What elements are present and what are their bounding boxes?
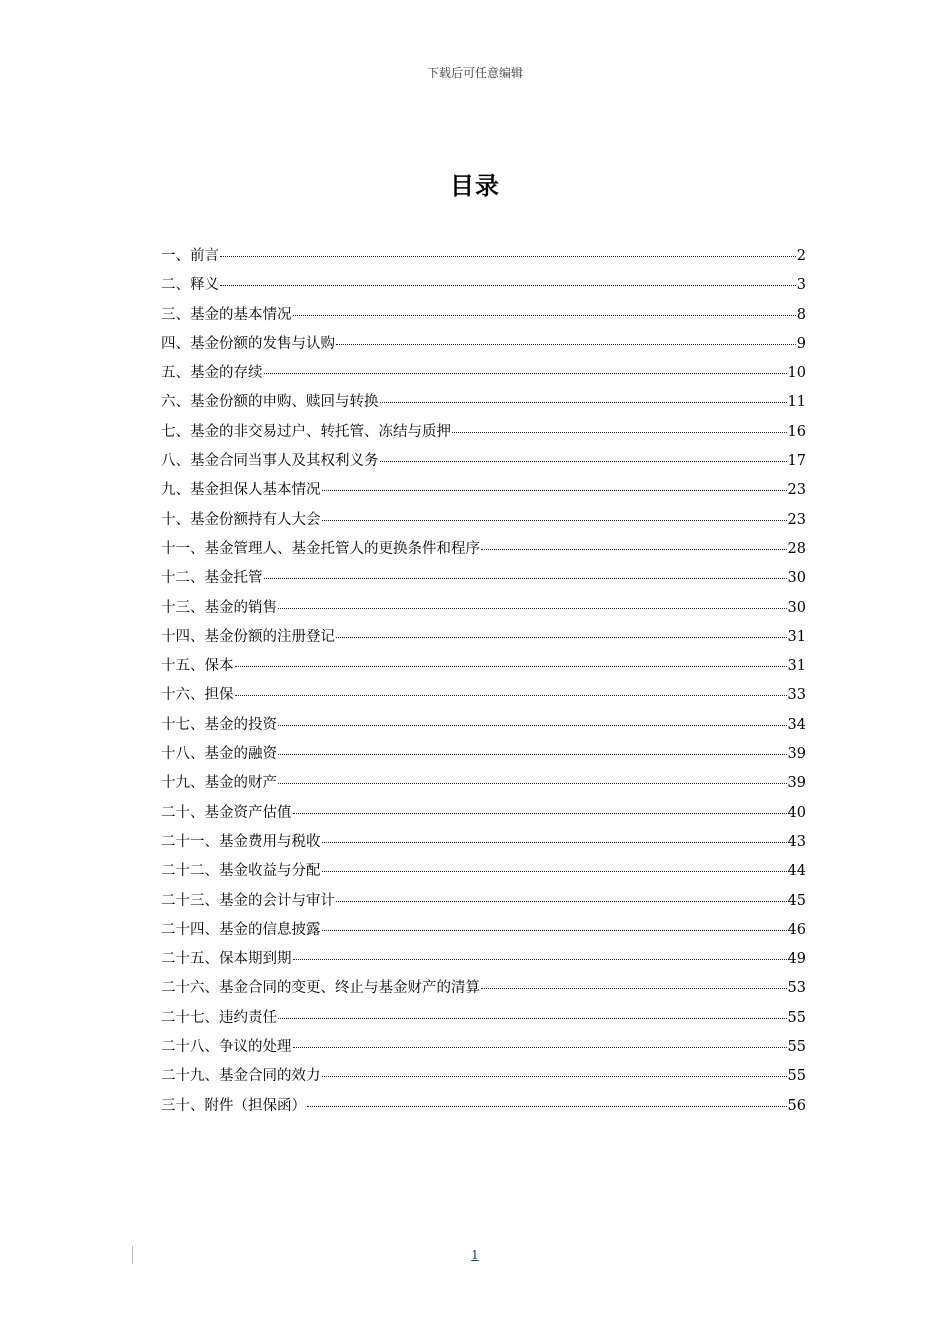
page-header: 下载后可任意编辑 — [426, 66, 523, 80]
toc-entry-page: 11 — [787, 394, 806, 411]
toc-dot-leader — [293, 959, 787, 960]
toc-entry[interactable] — [161, 859, 806, 888]
toc-entry-label: 三十、附件（担保函） — [161, 1097, 306, 1114]
toc-dot-leader — [380, 402, 787, 403]
toc-entry[interactable] — [161, 596, 806, 625]
toc-entry-label: 六、基金份额的申购、赎回与转换 — [161, 394, 379, 411]
toc-entry-page: 16 — [787, 423, 806, 440]
toc-dot-leader — [278, 725, 787, 726]
toc-entry-label: 十七、基金的投资 — [161, 716, 277, 733]
toc-entry[interactable] — [161, 918, 806, 947]
toc-dot-leader — [322, 520, 787, 521]
toc-dot-leader — [380, 461, 787, 462]
toc-dot-leader — [336, 344, 796, 345]
toc-entry-page: 44 — [787, 863, 806, 880]
toc-entry[interactable] — [161, 654, 806, 683]
toc-dot-leader — [293, 315, 796, 316]
toc-dot-leader — [481, 549, 787, 550]
toc-entry-label: 十、基金份额持有人大会 — [161, 511, 321, 528]
toc-entry-page: 34 — [787, 716, 806, 733]
toc-dot-leader — [452, 432, 787, 433]
toc-entry[interactable] — [161, 742, 806, 771]
toc-dot-leader — [235, 695, 787, 696]
toc-entry-label: 二十八、争议的处理 — [161, 1039, 292, 1056]
toc-entry[interactable] — [161, 244, 806, 273]
toc-entry-page: 31 — [787, 658, 806, 675]
toc-entry[interactable] — [161, 361, 806, 390]
toc-entry-label: 十一、基金管理人、基金托管人的更换条件和程序 — [161, 540, 480, 557]
toc-entry[interactable] — [161, 1035, 806, 1064]
toc-entry-page: 55 — [787, 1068, 806, 1085]
toc-entry-page: 31 — [787, 628, 806, 645]
toc-entry-page: 33 — [787, 687, 806, 704]
toc-entry-page: 53 — [787, 980, 806, 997]
toc-entry-label: 十二、基金托管 — [161, 570, 263, 587]
toc-dot-leader — [264, 578, 787, 579]
toc-entry-label: 八、基金合同当事人及其权利义务 — [161, 453, 379, 470]
toc-entry[interactable] — [161, 273, 806, 302]
toc-dot-leader — [235, 666, 787, 667]
toc-entry-label: 二十四、基金的信息披露 — [161, 921, 321, 938]
toc-entry-page: 39 — [787, 746, 806, 763]
toc-entry[interactable] — [161, 449, 806, 478]
toc-dot-leader — [278, 608, 787, 609]
toc-entry-label: 九、基金担保人基本情况 — [161, 482, 321, 499]
toc-entry[interactable] — [161, 801, 806, 830]
toc-dot-leader — [293, 813, 787, 814]
toc-entry-page: 55 — [787, 1009, 806, 1026]
toc-entry-label: 二十二、基金收益与分配 — [161, 863, 321, 880]
toc-entry[interactable] — [161, 420, 806, 449]
toc-dot-leader — [220, 256, 796, 257]
toc-entry[interactable] — [161, 830, 806, 859]
toc-dot-leader — [278, 783, 787, 784]
toc-entry-page: 17 — [787, 453, 806, 470]
toc-entry-label: 二十三、基金的会计与审计 — [161, 892, 335, 909]
toc-entry-label: 四、基金份额的发售与认购 — [161, 335, 335, 352]
toc-entry-page: 45 — [787, 892, 806, 909]
toc-entry[interactable] — [161, 889, 806, 918]
toc-entry[interactable] — [161, 508, 806, 537]
toc-entry[interactable] — [161, 478, 806, 507]
toc-entry-label: 二十五、保本期到期 — [161, 951, 292, 968]
toc-entry[interactable] — [161, 947, 806, 976]
toc-entry-label: 十九、基金的财产 — [161, 775, 277, 792]
toc-entry-label: 十八、基金的融资 — [161, 746, 277, 763]
toc-entry[interactable] — [161, 566, 806, 595]
toc-entry-page: 49 — [787, 951, 806, 968]
toc-entry-label: 二十一、基金费用与税收 — [161, 833, 321, 850]
toc-entry[interactable] — [161, 976, 806, 1005]
toc-entry-label: 十六、担保 — [161, 687, 234, 704]
page-number: 1 — [471, 1248, 479, 1262]
toc-dot-leader — [220, 285, 796, 286]
toc-entry[interactable] — [161, 1064, 806, 1093]
toc-entry-page: 2 — [796, 248, 806, 264]
toc-dot-leader — [322, 930, 787, 931]
page-title: 目录 — [450, 172, 500, 200]
toc-entry-label: 二十九、基金合同的效力 — [161, 1068, 321, 1085]
toc-entry[interactable] — [161, 1006, 806, 1035]
toc-entry-page: 40 — [787, 804, 806, 821]
toc-entry-label: 二十、基金资产估值 — [161, 804, 292, 821]
toc-entry[interactable] — [161, 683, 806, 712]
toc-entry-label: 二十七、违约责任 — [161, 1009, 277, 1026]
toc-entry[interactable] — [161, 625, 806, 654]
toc-entry[interactable] — [161, 332, 806, 361]
toc-entry-page: 23 — [787, 482, 806, 499]
table-of-contents — [161, 244, 806, 1123]
toc-entry-page: 8 — [796, 306, 806, 323]
toc-entry[interactable] — [161, 713, 806, 742]
toc-entry-label: 五、基金的存续 — [161, 365, 263, 382]
toc-dot-leader — [307, 1106, 787, 1107]
toc-entry-label: 十五、保本 — [161, 658, 234, 675]
toc-entry-page: 56 — [787, 1097, 806, 1114]
toc-entry-page: 28 — [787, 540, 806, 557]
toc-dot-leader — [322, 871, 787, 872]
toc-entry-page: 30 — [787, 570, 806, 587]
toc-dot-leader — [322, 490, 787, 491]
toc-dot-leader — [278, 754, 787, 755]
toc-dot-leader — [278, 1018, 787, 1019]
toc-entry-page: 39 — [787, 775, 806, 792]
toc-entry-page: 10 — [787, 365, 806, 382]
toc-entry-label: 一、前言 — [161, 248, 219, 264]
toc-entry-label: 三、基金的基本情况 — [161, 306, 292, 323]
toc-dot-leader — [264, 373, 787, 374]
toc-entry-label: 十四、基金份额的注册登记 — [161, 628, 335, 645]
toc-entry[interactable] — [161, 537, 806, 566]
toc-entry[interactable] — [161, 303, 806, 332]
toc-entry[interactable] — [161, 1094, 806, 1123]
toc-dot-leader — [481, 988, 787, 989]
toc-entry-label: 十三、基金的销售 — [161, 599, 277, 616]
toc-entry-page: 46 — [787, 921, 806, 938]
toc-entry-page: 3 — [796, 277, 806, 294]
toc-dot-leader — [336, 637, 787, 638]
toc-dot-leader — [322, 1076, 787, 1077]
toc-entry-page: 30 — [787, 599, 806, 616]
toc-entry-label: 二、释义 — [161, 277, 219, 294]
toc-dot-leader — [336, 901, 787, 902]
toc-entry-page: 9 — [796, 335, 806, 352]
toc-entry-page: 55 — [787, 1039, 806, 1056]
toc-entry-page: 43 — [787, 833, 806, 850]
toc-entry[interactable] — [161, 771, 806, 800]
toc-entry-page: 23 — [787, 511, 806, 528]
toc-entry[interactable] — [161, 390, 806, 419]
toc-dot-leader — [293, 1047, 787, 1048]
toc-dot-leader — [322, 842, 787, 843]
toc-entry-label: 二十六、基金合同的变更、终止与基金财产的清算 — [161, 980, 480, 997]
toc-entry-label: 七、基金的非交易过户、转托管、冻结与质押 — [161, 423, 451, 440]
